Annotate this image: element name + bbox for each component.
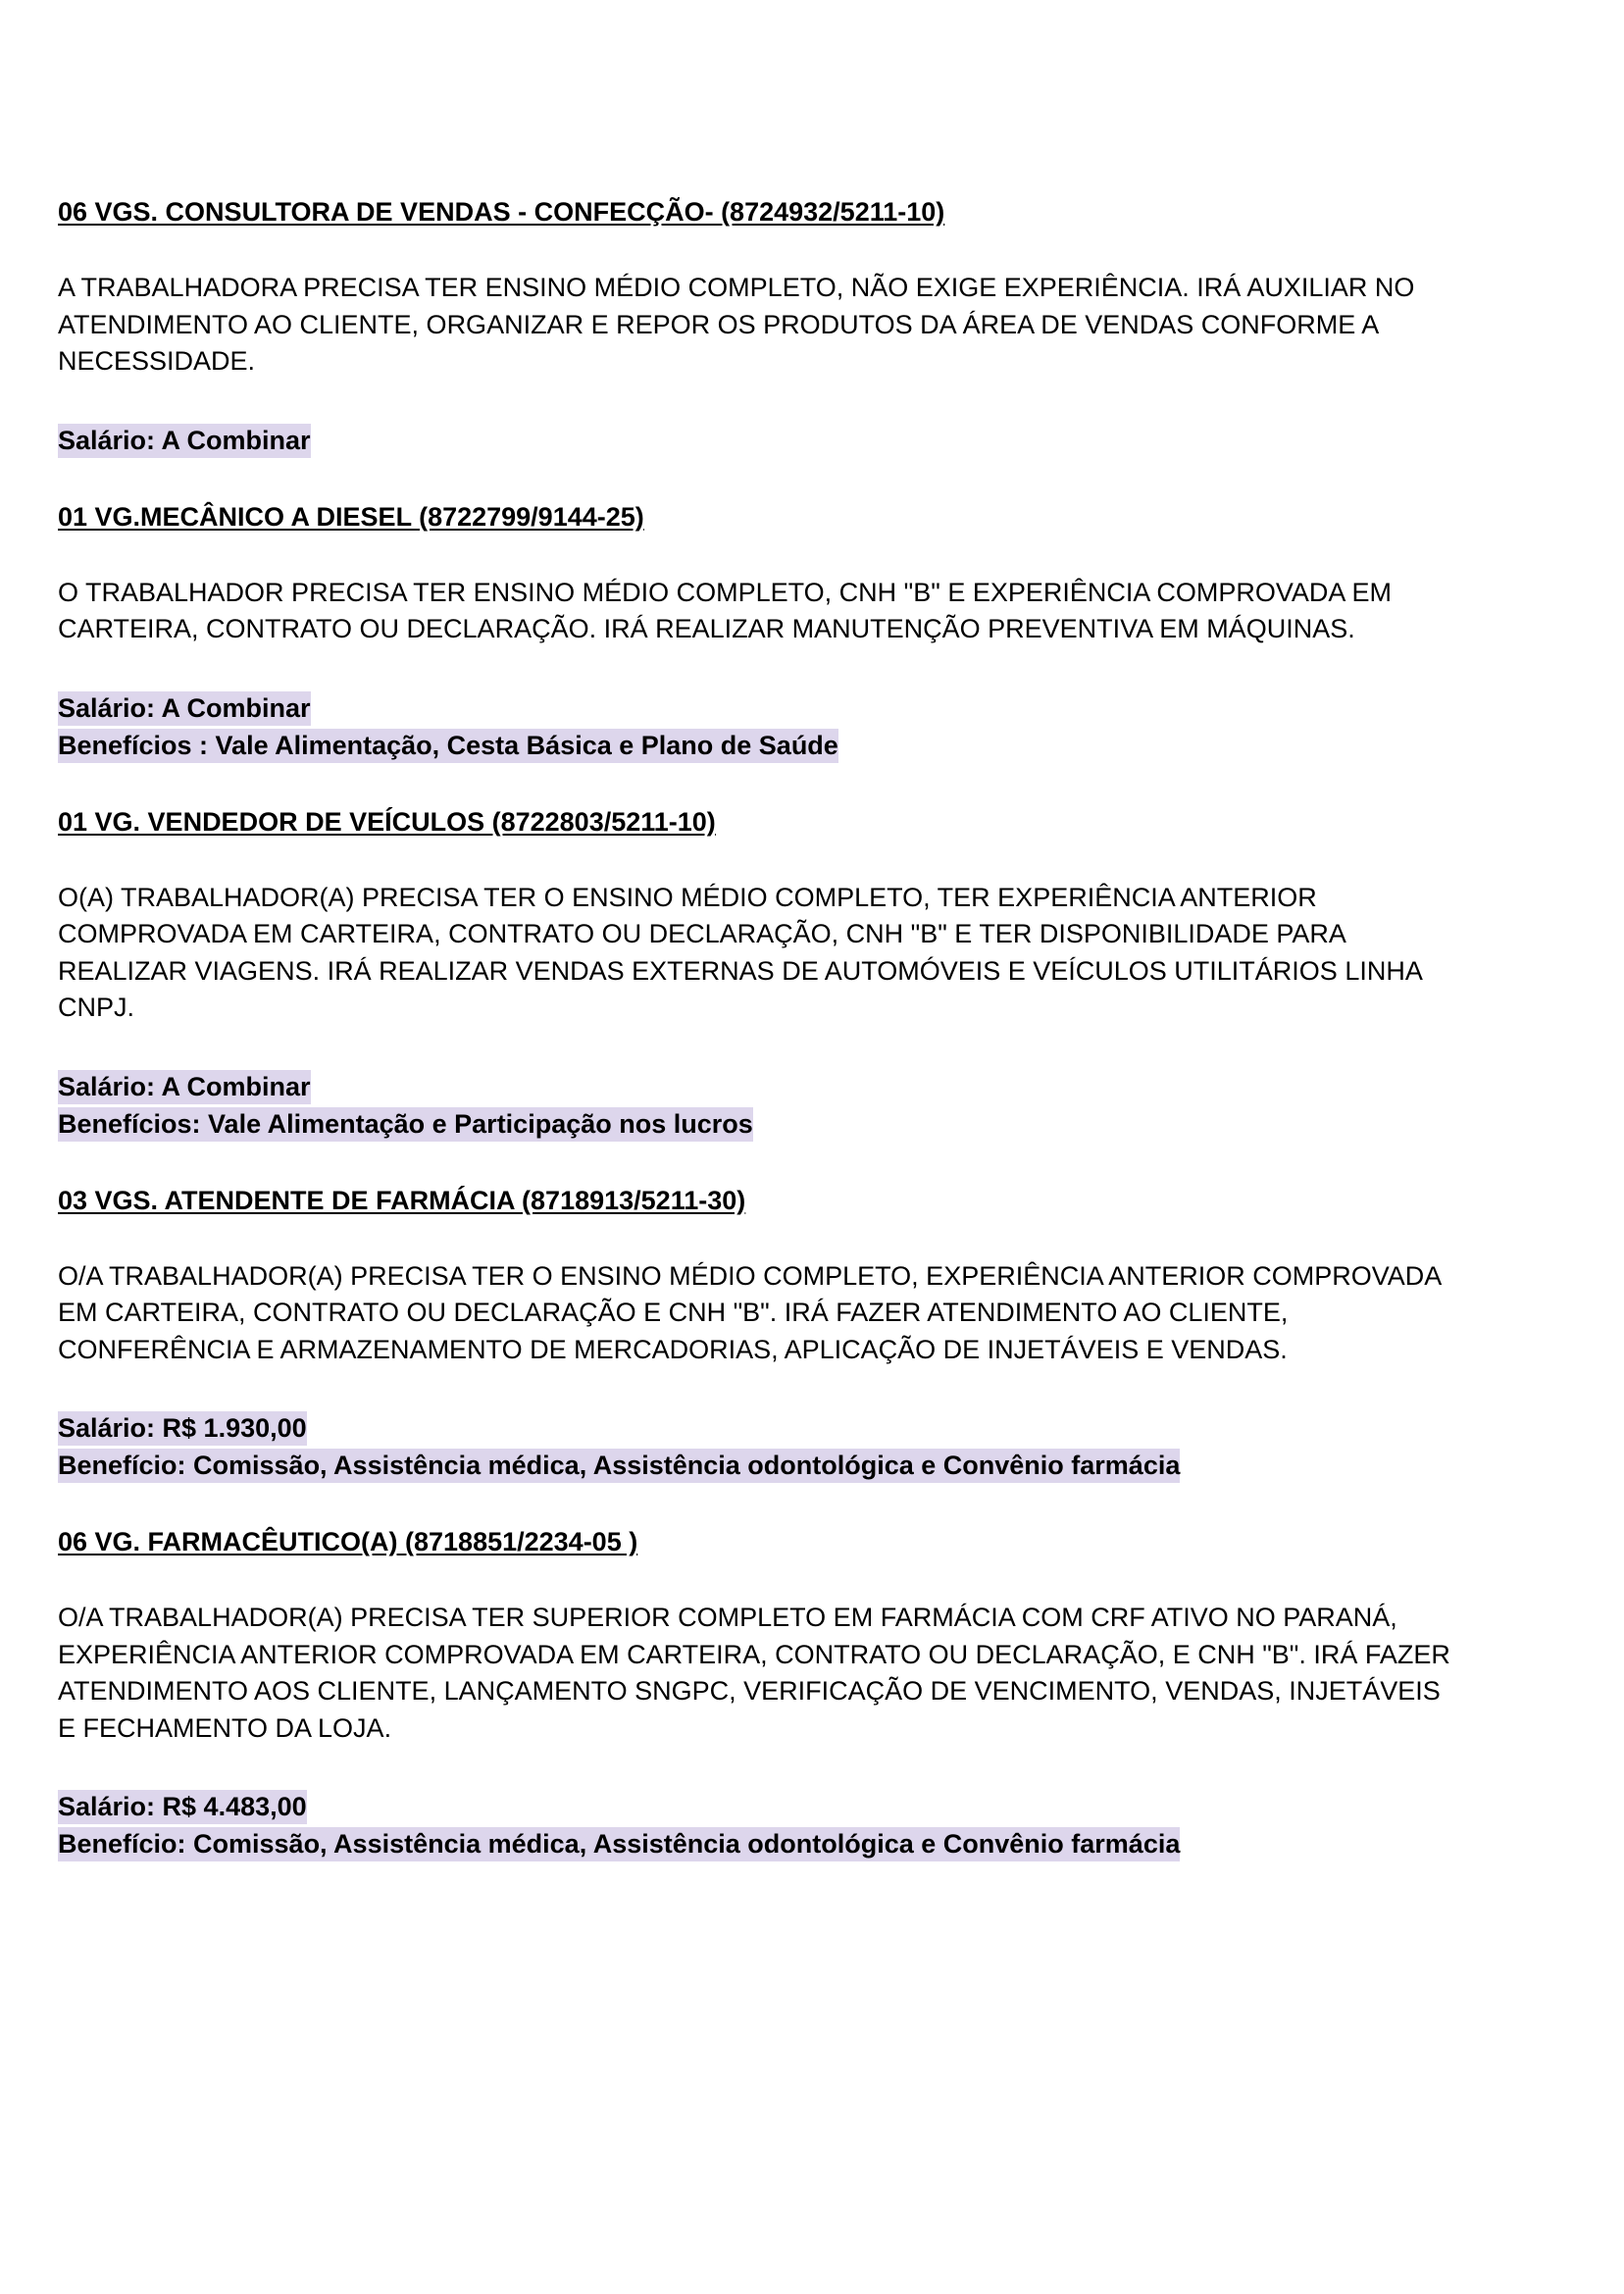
job-salary: Salário: A Combinar (58, 424, 311, 458)
job-listing-farmaceutico (58, 1523, 1529, 1862)
job-listing-consultora-de-vendas (58, 193, 1529, 459)
job-title: 06 VG. FARMACÊUTICO(A) (8718851/2234-05 ) (58, 1527, 638, 1556)
job-benefits: Benefício: Comissão, Assistência médica, Assistência odontológica e Convênio farmácia (58, 1827, 1180, 1861)
job-description: A TRABALHADORA PRECISA TER ENSINO MÉDIO COMPLETO, NÃO EXIGE EXPERIÊNCIA. IRÁ AUXILIAR NO ATENDIMENTO AO CLIENTE, ORGANIZAR E REPOR OS PRODUTOS DA ÁREA DE VENDAS CONFORME A NECESSIDADE. (58, 273, 1415, 376)
job-description: O(A) TRABALHADOR(A) PRECISA TER O ENSINO MÉDIO COMPLETO, TER EXPERIÊNCIA ANTERIOR COMPROVADA EM CARTEIRA, CONTRATO OU DECLARAÇÃO, CNH "B" E TER DISPONIBILIDADE PARA REALIZAR VIAGENS. IRÁ REALIZAR VENDAS EXTERNAS DE AUTOMÓVEIS E VEÍCULOS UTILITÁRIOS LINHA CNPJ. (58, 882, 1423, 1022)
job-title: 06 VGS. CONSULTORA DE VENDAS - CONFECÇÃO- (8724932/5211-10) (58, 197, 945, 227)
job-meta (58, 1788, 1529, 1862)
job-title: 01 VG.MECÂNICO A DIESEL (8722799/9144-25) (58, 501, 644, 532)
job-listing-mecanico-a-diesel (58, 498, 1529, 764)
job-salary: Salário: R$ 1.930,00 (58, 1411, 307, 1446)
job-title: 01 VG. VENDEDOR DE VEÍCULOS (8722803/5211-10) (58, 806, 716, 837)
job-benefits: Benefício: Comissão, Assistência médica, Assistência odontológica e Convênio farmácia (58, 1449, 1180, 1483)
job-listing-vendedor-de-veiculos (58, 803, 1529, 1143)
job-description: O/A TRABALHADOR(A) PRECISA TER SUPERIOR COMPLETO EM FARMÁCIA COM CRF ATIVO NO PARANÁ, EXPERIÊNCIA ANTERIOR COMPROVADA EM CARTEIRA, CONTRATO OU DECLARAÇÃO, E CNH "B". IRÁ FAZER ATENDIMENTO AOS CLIENTE, LANÇAMENTO SNGPC, VERIFICAÇÃO DE VENCIMENTO, VENDAS, INJETÁVEIS E FECHAMENTO DA LOJA. (58, 1603, 1450, 1743)
job-listings (58, 193, 1529, 1902)
job-salary: Salário: R$ 4.483,00 (58, 1790, 307, 1824)
job-meta (58, 689, 1529, 764)
job-meta (58, 1068, 1529, 1143)
job-benefits: Benefícios : Vale Alimentação, Cesta Básica e Plano de Saúde (58, 729, 838, 763)
job-title: 03 VGS. ATENDENTE DE FARMÁCIA (8718913/5211-30) (58, 1185, 746, 1215)
job-meta (58, 422, 1529, 459)
job-description: O TRABALHADOR PRECISA TER ENSINO MÉDIO COMPLETO, CNH "B" E EXPERIÊNCIA COMPROVADA EM CARTEIRA, CONTRATO OU DECLARAÇÃO. IRÁ REALIZAR MANUTENÇÃO PREVENTIVA EM MÁQUINAS. (58, 577, 1392, 643)
job-salary: Salário: A Combinar (58, 1070, 311, 1104)
job-salary: Salário: A Combinar (58, 691, 311, 726)
job-benefits: Benefícios: Vale Alimentação e Participação nos lucros (58, 1107, 753, 1142)
job-listing-atendente-de-farmacia (58, 1182, 1529, 1485)
job-meta (58, 1409, 1529, 1484)
job-description: O/A TRABALHADOR(A) PRECISA TER O ENSINO MÉDIO COMPLETO, EXPERIÊNCIA ANTERIOR COMPROVADA EM CARTEIRA, CONTRATO OU DECLARAÇÃO E CNH "B". IRÁ FAZER ATENDIMENTO AO CLIENTE, CONFERÊNCIA E ARMAZENAMENTO DE MERCADORIAS, APLICAÇÃO DE INJETÁVEIS E VENDAS. (58, 1260, 1443, 1364)
